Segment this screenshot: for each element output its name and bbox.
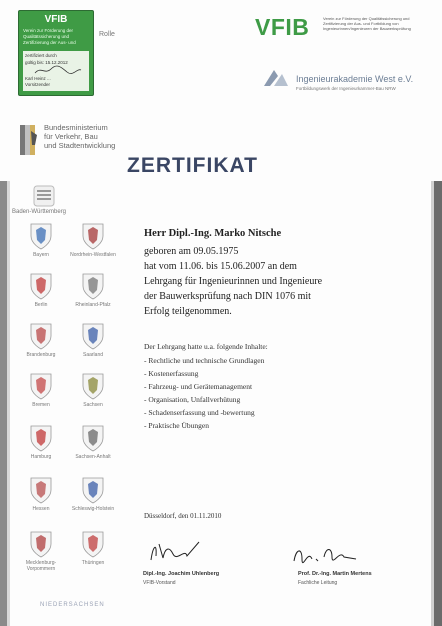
certificate-line: der Bauwerksprüfung nach DIN 1076 mit — [144, 291, 311, 302]
contents-item: - Organisation, Unfallverhütung — [144, 395, 241, 404]
state-crest-icon — [81, 222, 105, 250]
place-date: Düsseldorf, den 01.11.2010 — [144, 512, 222, 520]
vfib-logo: VFIB — [255, 14, 310, 40]
state-crest-label: Hamburg — [30, 454, 52, 460]
recipient-name: Herr Dipl.-Ing. Marko Nitsche — [144, 228, 282, 239]
certificate-line: geboren am 09.05.1975 — [144, 246, 239, 257]
contents-item: - Rechtliche und technische Grundlagen — [144, 356, 265, 365]
signature-mertens — [290, 543, 360, 567]
right-border-stripe — [434, 181, 442, 626]
state-crest-label: Mecklenburg-Vorpommern — [25, 560, 57, 572]
state-crest-label: Brandenburg — [26, 352, 56, 358]
niedersachsen-label: NIEDERSACHSEN — [40, 602, 105, 608]
signatory-name: Dipl.-Ing. Joachim Uhlenberg — [143, 571, 220, 577]
state-crest-icon — [81, 424, 105, 452]
vfib-seal — [18, 10, 94, 96]
state-crest-icon — [29, 272, 53, 300]
state-crest-icon — [29, 476, 53, 504]
left-border-stripe — [7, 181, 10, 626]
seal-signature-icon — [33, 64, 83, 76]
certificate-title: ZERTIFIKAT — [127, 154, 258, 177]
signatory-role: Fachliche Leitung — [298, 580, 338, 586]
right-border-stripe — [431, 181, 434, 626]
contents-item: - Schadenserfassung und -bewertung — [144, 408, 255, 417]
seal-title: VFIB — [44, 14, 68, 25]
rolle-label: Rolle — [99, 31, 115, 38]
certificate-line: hat vom 11.06. bis 15.06.2007 an dem — [144, 261, 297, 272]
state-crest-icon — [81, 476, 105, 504]
state-crest-label: Thüringen — [81, 560, 105, 566]
seal-line: Qualitätssicherung und — [23, 34, 70, 39]
ministry-line: Bundesministerium — [44, 123, 108, 132]
ikw-logo-icon — [260, 66, 292, 90]
baden-wuerttemberg-crest-icon — [32, 185, 56, 207]
state-crest-label: Schleswig-Holstein — [71, 506, 115, 512]
vfib-description-line: Verein zur Förderung der Qualitätssicherung und — [323, 16, 410, 21]
seal-line: Verein zur Förderung der — [23, 28, 74, 33]
contents-item: - Praktische Übungen — [144, 421, 209, 430]
state-crest-label: Nordrhein-Westfalen — [70, 252, 116, 258]
state-crest-icon — [29, 222, 53, 250]
seal-box-line: Karl Heinz ... — [25, 76, 51, 81]
state-crest-icon — [81, 530, 105, 558]
state-crest-label: Bayern — [33, 252, 49, 258]
vfib-description-line: Ingenieurinnen/Ingenieuren der Bauwerksprüfung — [323, 26, 411, 31]
federal-eagle-icon — [20, 125, 40, 155]
certificate-line: Erfolg teilgenommen. — [144, 306, 232, 317]
ikw-title: Ingenieurakademie West e.V. — [296, 74, 414, 84]
seal-box-line: Vorsitzender — [25, 82, 51, 87]
state-crest-icon — [29, 322, 53, 350]
ministry-line: für Verkehr, Bau — [44, 132, 98, 141]
signatory-role: VFIB-Vorstand — [143, 580, 176, 586]
state-crest-label: Hessen — [32, 506, 50, 512]
ministry-name — [44, 123, 115, 150]
state-crest-icon — [29, 424, 53, 452]
certificate-line: Lehrgang für Ingenieurinnen und Ingenieure — [144, 276, 323, 287]
state-crest-icon — [29, 372, 53, 400]
state-crest-label: Sachsen — [83, 402, 103, 408]
signatory-name: Prof. Dr.-Ing. Martin Mertens — [298, 571, 372, 577]
state-crest-label: Rheinland-Pfalz — [75, 302, 111, 308]
state-crest-label: Bremen — [32, 402, 50, 408]
state-crest-label: Berlin — [34, 302, 48, 308]
ikw-subtitle: Fortbildungswerk der Ingenieurkammer-Bau NRW — [296, 86, 396, 91]
contents-item: - Kostenerfassung — [144, 369, 199, 378]
state-crest-icon — [81, 272, 105, 300]
ministry-line: und Stadtentwicklung — [44, 141, 116, 150]
state-crest-icon — [81, 322, 105, 350]
state-crest-icon — [81, 372, 105, 400]
seal-box-line: zertifiziert durch — [25, 53, 57, 58]
seal-box-line: gültig bis: 15.12.2012 — [25, 60, 68, 65]
state-crest-label: Sachsen-Anhalt — [75, 454, 111, 460]
contents-item: - Fahrzeug- und Gerätemanagement — [144, 382, 253, 391]
seal-validity-box — [23, 51, 89, 91]
seal-line: Zertifizierung der Aus- und — [23, 40, 76, 45]
vfib-description — [323, 16, 441, 31]
contents-intro: Der Lehrgang hatte u.a. folgende Inhalte: — [144, 342, 268, 351]
left-border-stripe — [0, 181, 7, 626]
baden-wuerttemberg-label: Baden-Württemberg — [12, 209, 67, 215]
signature-uhlenberg — [147, 538, 207, 564]
vfib-description-line: Zertifizierung der Aus- und Fortbildung von — [323, 21, 399, 26]
state-crest-label: Saarland — [82, 352, 103, 358]
state-crest-icon — [29, 530, 53, 558]
